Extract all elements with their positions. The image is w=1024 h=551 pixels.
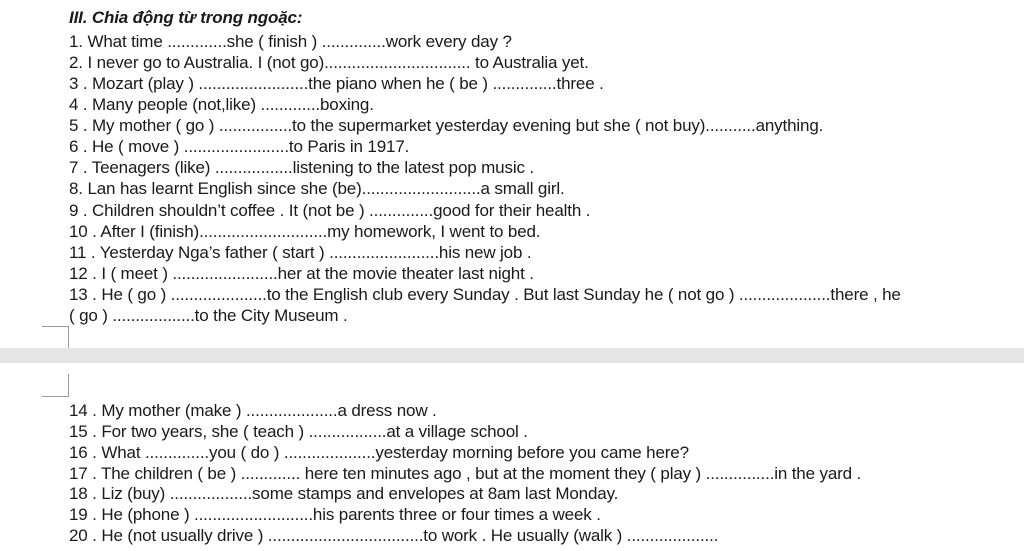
exercise-item-4: 4 . Many people (not,like) .............boxing.: [69, 95, 374, 114]
exercise-item-12: 12 . I ( meet ) .......................her at the movie theater last night .: [69, 264, 534, 283]
exercise-item-5: 5 . My mother ( go ) ................to the supermarket yesterday evening but she ( not buy)...........anything.: [69, 116, 824, 135]
exercise-item-20: 20 . He (not usually drive ) ..................................to work . He usually (walk ) ....................: [69, 526, 719, 545]
exercise-item-8: 8. Lan has learnt English since she (be)..........................a small girl.: [69, 179, 565, 198]
exercise-item-19: 19 . He (phone ) ..........................his parents three or four times a week .: [69, 505, 601, 524]
exercise-item-10: 10 . After I (finish)............................my homework, I went to bed.: [69, 222, 541, 241]
exercise-item-11: 11 . Yesterday Nga’s father ( start ) ........................his new job .: [69, 243, 532, 262]
exercise-item-13-continued: ( go ) ..................to the City Museum .: [69, 306, 348, 325]
exercise-heading: III. Chia động từ trong ngoặc:: [69, 8, 303, 27]
exercise-item-16: 16 . What ..............you ( do ) ....................yesterday morning before you came here?: [69, 443, 689, 462]
exercise-item-14: 14 . My mother (make ) ....................a dress now .: [69, 401, 437, 420]
page-break: [0, 348, 1024, 363]
exercise-item-7: 7 . Teenagers (like) .................listening to the latest pop music .: [69, 158, 534, 177]
exercise-item-9: 9 . Children shouldn’t coffee . It (not be ) ..............good for their health .: [69, 201, 591, 220]
exercise-item-15: 15 . For two years, she ( teach ) .................at a village school .: [69, 422, 528, 441]
exercise-item-13: 13 . He ( go ) .....................to the English club every Sunday . But last Sunday he ( not go ) ....................there , he: [69, 285, 901, 304]
page-corner-marker: [42, 326, 69, 349]
exercise-item-1: 1. What time .............she ( finish ) ..............work every day ?: [69, 32, 512, 51]
exercise-item-18: 18 . Liz (buy) ..................some stamps and envelopes at 8am last Monday.: [69, 484, 619, 503]
exercise-item-2: 2. I never go to Australia. I (not go)................................ to Australia yet.: [69, 53, 589, 72]
page-corner-marker: [42, 374, 69, 397]
exercise-item-17: 17 . The children ( be ) ............. here ten minutes ago , but at the moment they ( play ) ...............in the yard .: [69, 464, 862, 483]
exercise-item-6: 6 . He ( move ) .......................to Paris in 1917.: [69, 137, 410, 156]
exercise-item-3: 3 . Mozart (play ) ........................the piano when he ( be ) ..............three .: [69, 74, 604, 93]
